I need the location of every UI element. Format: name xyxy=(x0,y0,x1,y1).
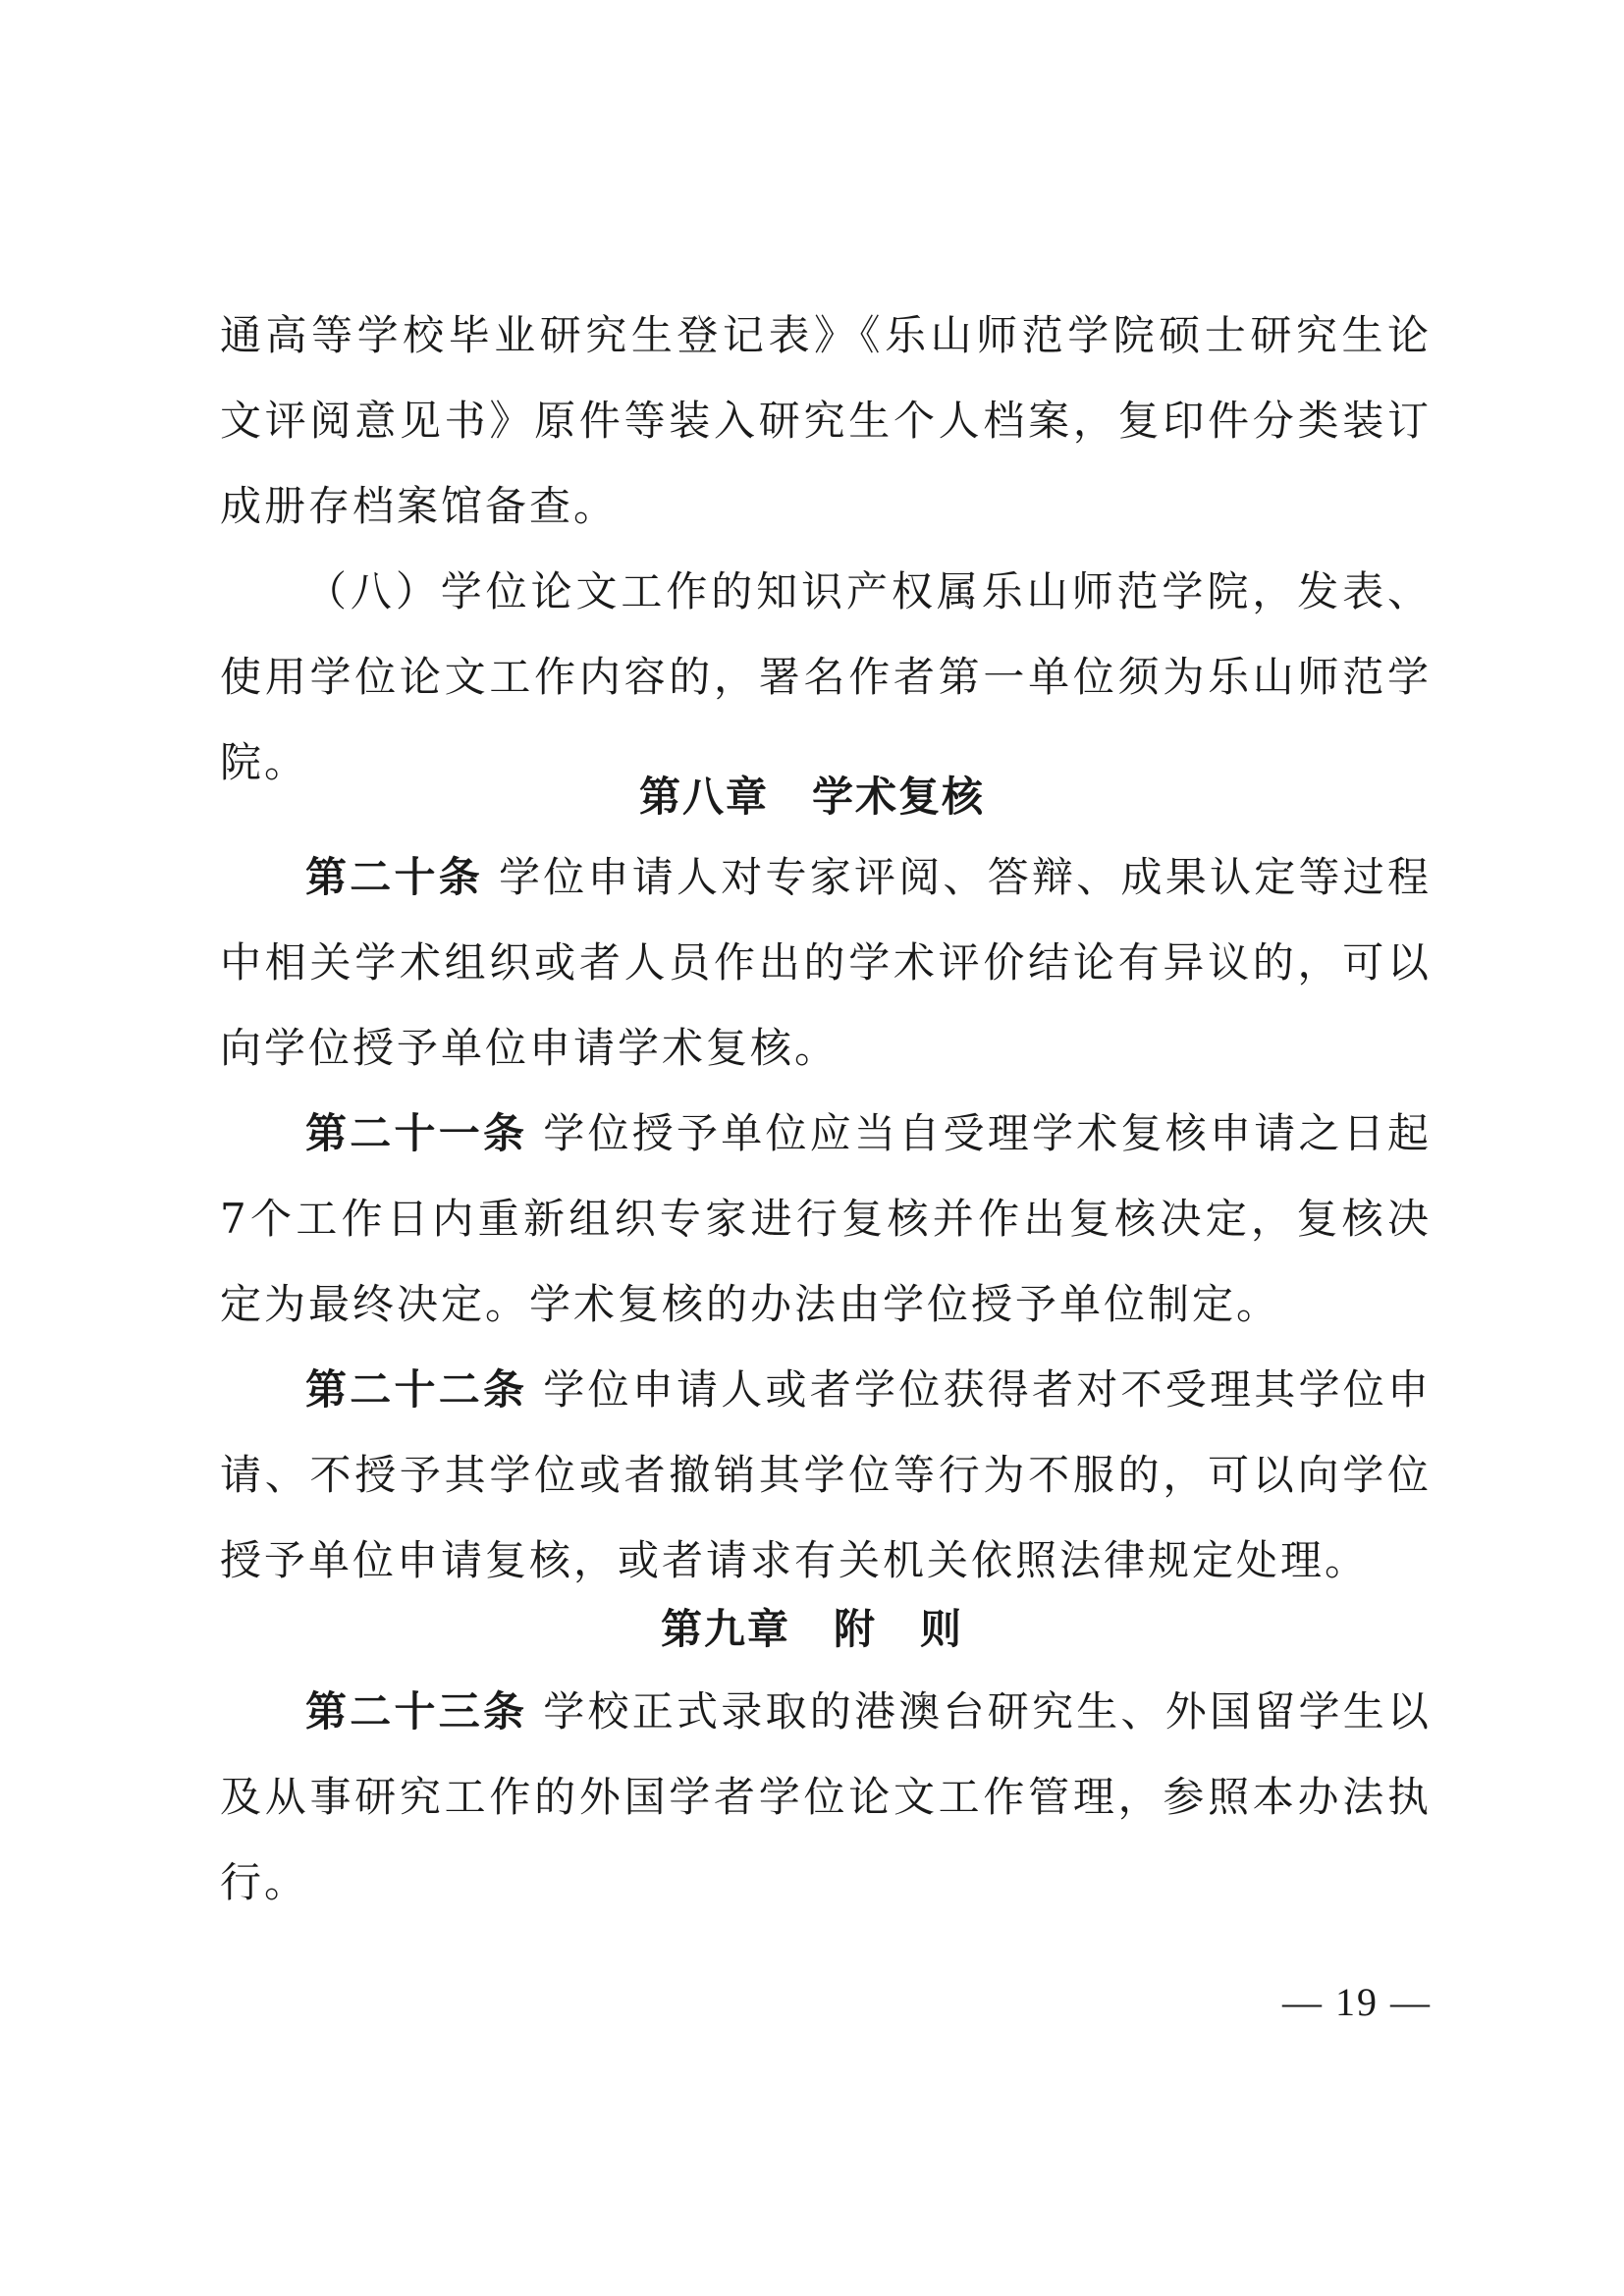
article-text: 学校正式录取的港澳台研究生、外国留学生以及从事研究工作的外国学者学位论文工作管理，参照本办法执行。 xyxy=(220,1687,1432,1906)
article-text: 学位申请人或者学位获得者对不受理其学位申请、不授予其学位或者撤销其学位等行为不服的，可以向学位授予单位申请复核，或者请求有关机关依照法律规定处理。 xyxy=(220,1365,1432,1584)
article-22 xyxy=(220,1347,1432,1603)
article-20 xyxy=(220,834,1432,1091)
chapter-9-heading: 第九章 附 则 xyxy=(660,1605,963,1653)
article-label: 第二十二条 xyxy=(305,1365,528,1414)
paragraph-continuation: 通高等学校毕业研究生登记表》《乐山师范学院硕士研究生论文评阅意见书》原件等装入研究生个人档案，复印件分类装订成册存档案馆备查。 xyxy=(220,311,1432,530)
continuation-block xyxy=(220,293,1432,805)
article-label: 第二十一条 xyxy=(305,1109,528,1157)
article-21 xyxy=(220,1091,1432,1347)
page-number: — 19 — xyxy=(1282,1980,1432,2024)
article-label: 第二十三条 xyxy=(305,1687,528,1735)
article-23 xyxy=(220,1669,1432,1925)
chapter-8-heading: 第八章 学术复核 xyxy=(638,773,985,821)
article-text: 学位授予单位应当自受理学术复核申请之日起7个工作日内重新组织专家进行复核并作出复核决定，复核决定为最终决定。学术复核的办法由学位授予单位制定。 xyxy=(220,1109,1432,1328)
article-label: 第二十条 xyxy=(305,853,483,901)
article-text: 学位申请人对专家评阅、答辩、成果认定等过程中相关学术组织或者人员作出的学术评价结论有异议的，可以向学位授予单位申请学术复核。 xyxy=(220,853,1432,1072)
paragraph-item-8: （八）学位论文工作的知识产权属乐山师范学院，发表、使用学位论文工作内容的，署名作者第一单位须为乐山师范学院。 xyxy=(220,567,1432,786)
chapter-9-body xyxy=(220,1669,1432,1925)
chapter-8-body xyxy=(220,834,1432,1603)
